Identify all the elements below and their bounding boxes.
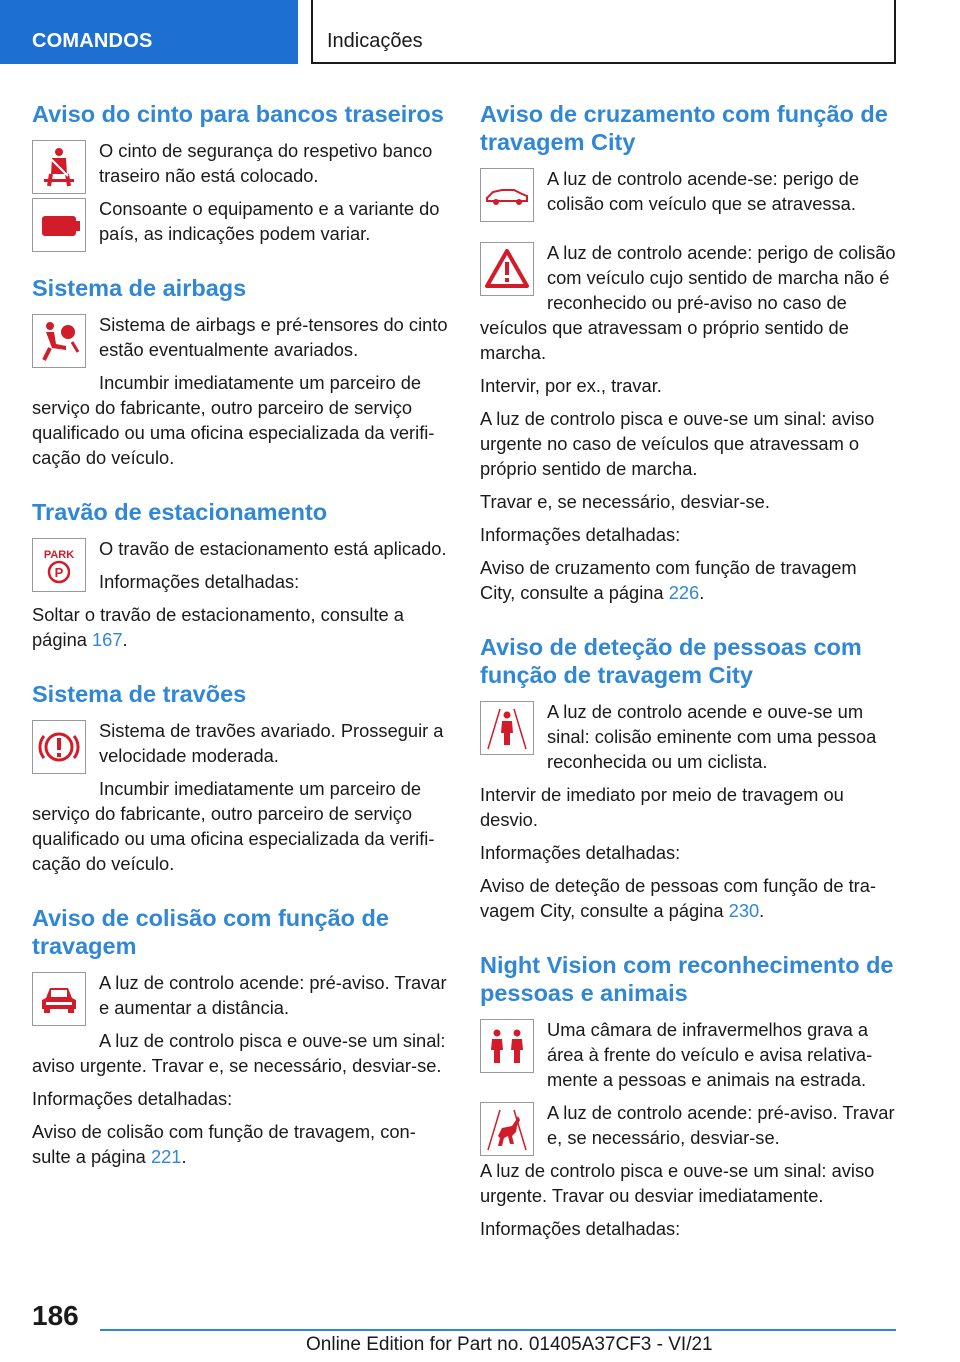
page-number: 186 (32, 1300, 79, 1331)
page-link-221[interactable]: 221 (150, 1146, 182, 1167)
crossing-warning-text-7: Aviso de cruzamento com função de travagem City, consulte a página 226. (480, 557, 857, 603)
person-detection-text-3: Informações detalhadas: (480, 842, 681, 863)
heading-rear-seatbelt: Aviso do cinto para bancos traseiros (32, 101, 444, 127)
person-detection-text-4: Aviso de deteção de pessoas com função de travagem City, consulte a página 230. (480, 875, 877, 921)
airbag-text-2: Incumbir imediatamente um parceiro de serviço do fabricante, outro parceiro de serviço qualificado ou uma oficina especializada da verificação do veículo. (32, 372, 435, 468)
rear-seatbelt-row-2 (32, 196, 448, 254)
collision-warning-row (32, 970, 448, 1028)
heading-night-vision: Night Vision com reconhecimento de pessoas e animais (480, 952, 894, 1006)
crossing-warning-text-2: A luz de controlo acende: perigo de colisão com veículo cujo sentido de marcha não é reconhecido ou pré-aviso no caso de veículos que atravessam o próprio sentido de marcha. (480, 242, 896, 363)
battery-red-icon (32, 198, 86, 252)
crossing-warning-block-2 (480, 240, 896, 373)
heading-crossing-warning: Aviso de cruzamento com função de travagem City (480, 101, 888, 155)
airbag-text-1: Sistema de airbags e pré-tensores do cinto estão eventualmente avariados. (99, 314, 448, 360)
heading-airbag-system: Sistema de airbags (32, 275, 247, 301)
parking-brake-row (32, 536, 448, 594)
night-vision-text-4: Informações detalhadas: (480, 1218, 681, 1239)
crossing-warning-text-4: A luz de controlo pisca e ouve-se um sinal: aviso urgente no caso de veículos que atravessam o próprio sentido de marcha. (480, 408, 875, 479)
right-column (480, 100, 896, 1249)
crossing-warning-text-5: Travar e, se necessário, desviar-se. (480, 491, 770, 512)
pedestrian-icon (480, 701, 534, 755)
collision-warning-text-3: Informações detalhadas: (32, 1088, 233, 1109)
person-detection-text-2: Intervir de imediato por meio de travagem ou desvio. (480, 784, 844, 830)
left-column (32, 100, 448, 1177)
night-vision-text-3: A luz de controlo pisca e ouve-se um sinal: aviso urgente. Travar ou desviar imediatamente. (480, 1160, 875, 1206)
crossing-warning-text-1: A luz de controlo acende-se: perigo de colisão com veículo que se atravessa. (547, 168, 860, 214)
crossing-warning-row-1 (480, 166, 896, 240)
rear-seatbelt-row-1 (32, 138, 448, 196)
collision-warning-text-2: A luz de controlo pisca e ouve-se um sinal: aviso urgente. Travar e, se necessário, desviar-se. (32, 1030, 446, 1076)
page-header-title: Indicações (311, 0, 896, 64)
night-vision-row-2 (480, 1100, 896, 1158)
collision-car-icon (32, 972, 86, 1026)
brake-system-text-1: Sistema de travões avariado. Prosseguir a velocidade moderada. (99, 720, 444, 766)
page-link-167[interactable]: 167 (92, 629, 123, 650)
svg-text:PARK: PARK (43, 549, 75, 561)
collision-warning-text-4: Aviso de colisão com função de travagem, consulte a página 221. (32, 1121, 416, 1167)
warning-triangle-icon (480, 242, 534, 296)
airbag-icon (32, 314, 86, 368)
heading-collision-warning: Aviso de colisão com função de travagem (32, 905, 389, 959)
pedestrians-icon (480, 1019, 534, 1073)
person-detection-text-1: A luz de controlo acende e ouve-se um sinal: colisão eminente com uma pessoa reconhecida ou um ciclista. (547, 701, 877, 772)
animal-icon (480, 1102, 534, 1156)
person-detection-row (480, 699, 896, 774)
crossing-warning-text-6: Informações detalhadas: (480, 524, 681, 545)
night-vision-text-1: Uma câmara de infravermelhos grava a área à frente do veículo e avisa relativamente a pessoas e animais na estrada. (547, 1019, 873, 1090)
page-link-230[interactable]: 230 (728, 900, 760, 921)
footer-divider (100, 1329, 896, 1331)
brake-system-icon (32, 720, 86, 774)
brake-system-row (32, 718, 448, 776)
parking-brake-text-3: Soltar o travão de estacionamento, consulte a página 167. (32, 604, 404, 650)
parking-brake-text-2: Informações detalhadas: (99, 571, 300, 592)
seatbelt-warning-icon (32, 140, 86, 194)
airbag-row (32, 312, 448, 370)
rear-seatbelt-text-1: O cinto de segurança do respetivo banco traseiro não está colocado. (99, 140, 433, 186)
brake-system-text-2: Incumbir imediatamente um parceiro de serviço do fabricante, outro parceiro de serviço qualificado ou uma oficina especializada da verificação do veículo. (32, 778, 435, 874)
night-vision-text-2: A luz de controlo acende: pré-aviso. Travar e, se necessário, desviar-se. (547, 1102, 895, 1148)
crossing-car-icon (480, 168, 534, 222)
heading-person-detection: Aviso de deteção de pessoas com função de travagem City (480, 634, 862, 688)
page-link-226[interactable]: 226 (668, 582, 700, 603)
parking-brake-text-1: O travão de estacionamento está aplicado. (99, 538, 447, 559)
night-vision-row-1 (480, 1017, 896, 1092)
heading-brake-system: Sistema de travões (32, 681, 247, 707)
park-brake-icon (32, 538, 86, 592)
heading-parking-brake: Travão de estacionamento (32, 499, 328, 525)
crossing-warning-text-3: Intervir, por ex., travar. (480, 375, 662, 396)
collision-warning-text-1: A luz de controlo acende: pré-aviso. Travar e aumentar a distância. (99, 972, 447, 1018)
svg-text:P: P (54, 565, 64, 580)
section-tab: COMANDOS (0, 0, 298, 64)
footer-edition: Online Edition for Part no. 01405A37CF3 - VI/21 (306, 1334, 713, 1355)
rear-seatbelt-text-2: Consoante o equipamento e a variante do país, as indicações podem variar. (99, 198, 440, 244)
